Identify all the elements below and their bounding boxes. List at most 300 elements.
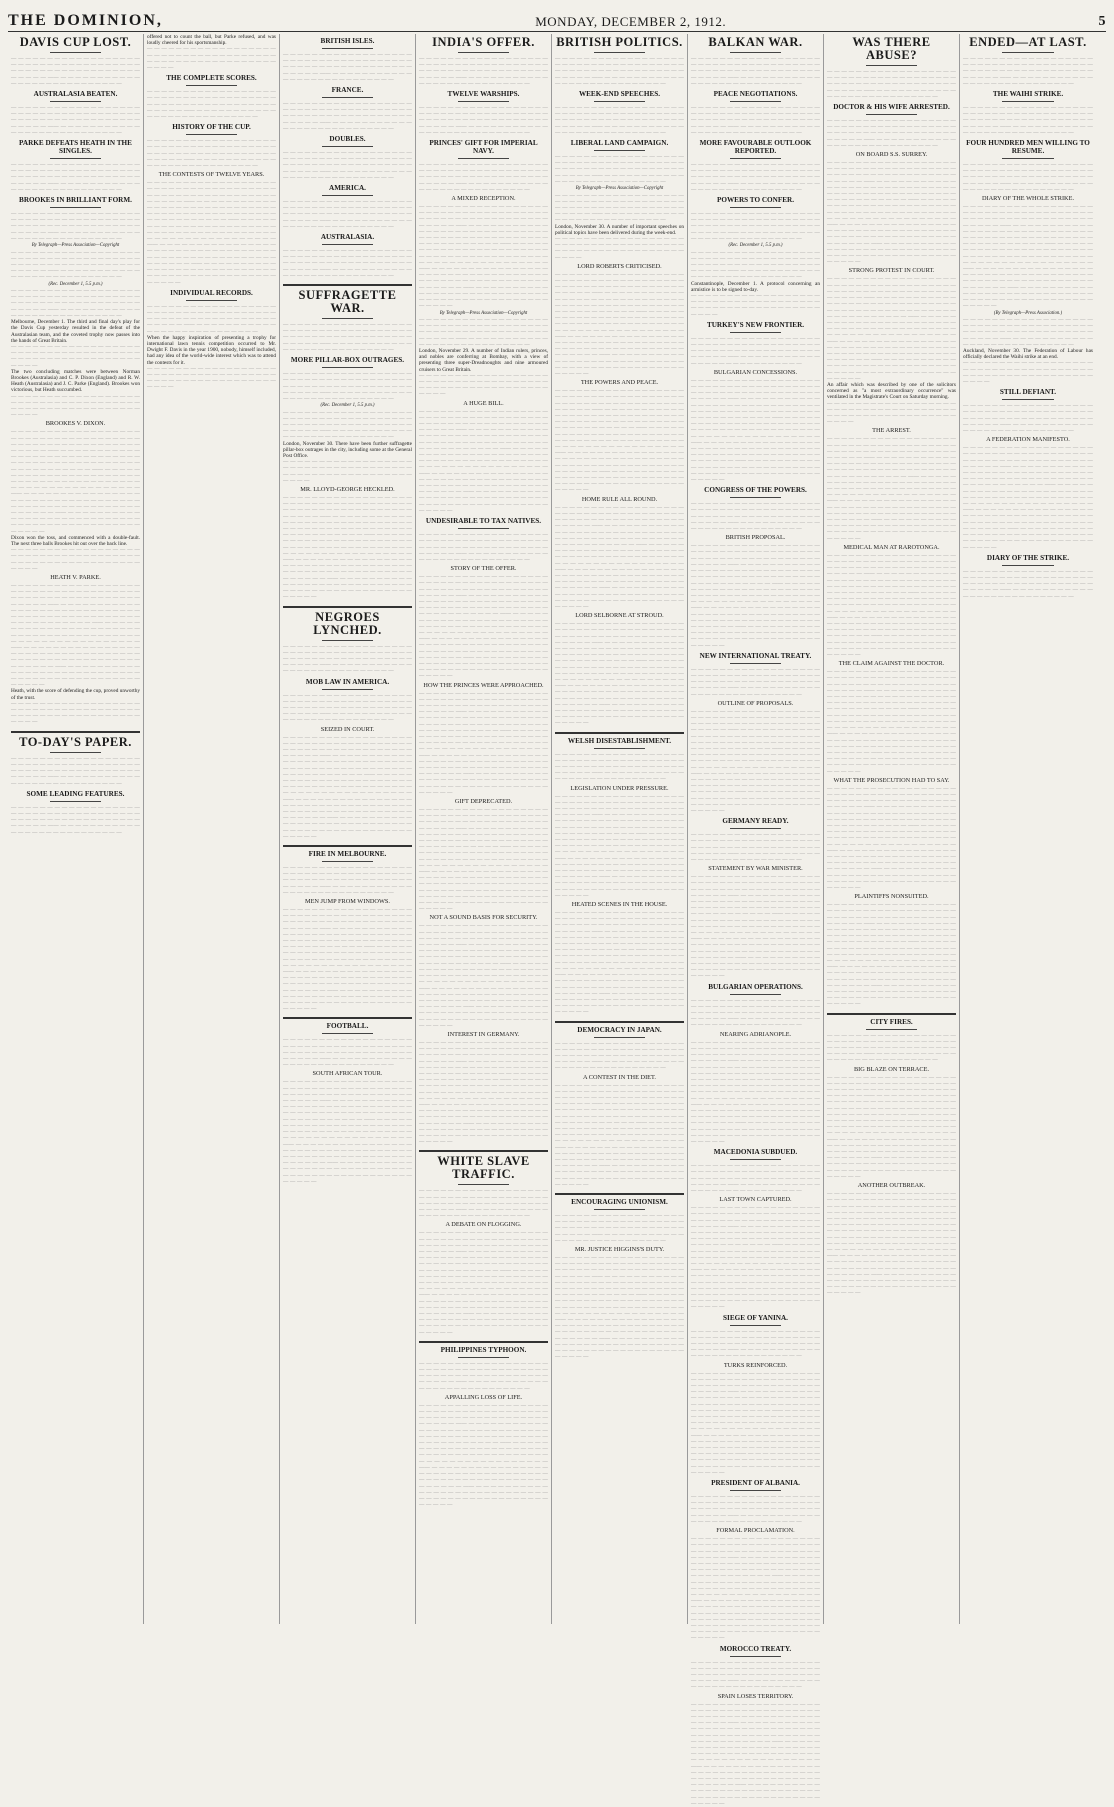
- body-text-lines: — — — — — — — — — — — — — — — — — — — — — — — — — — — — — — — — — — — — — — — — — — — — — — — — — — — — — — — — — — — —— — — — — — — — — — — — — — — — — — — — — — — — — — — —: [11, 804, 140, 836]
- section-heading: WHAT THE PROSECUTION HAD TO SAY.: [833, 776, 950, 784]
- body-text-lines: — — — — — — — — — — — — — — — — — — — — — — — — — — — — — — — — — — — — — — — — — — — — — — — — — — — — — — — — — — — —— — — — — — — — — — — — — — — — — — — — — — — — — — — —: [283, 150, 412, 181]
- column-5: [552, 34, 688, 1624]
- divider: [594, 52, 646, 53]
- section-heading: SOUTH AFRICAN TOUR.: [312, 1070, 383, 1078]
- column-3: [280, 34, 416, 1624]
- body-text-lines: — — — — — — — — — — — — — — — — — — — — — — — — — — — — — — — — — — — — — — — — — — — — — — — — — — — — — — — — — — — —— — — — — — — — — — — — — — — — — — — — — — — — — — — —: [691, 162, 820, 193]
- divider: [1002, 399, 1054, 400]
- body-text-lines: — — — — — — — — — — — — — — — — — — — — — — — — — — — — — — — — — — — — — — — — — — — — — — — — — — — — — — — — — — — —— — — — — — — — — — — — — — — — — — — — — — — — — — — —: [11, 105, 140, 136]
- column-8: [960, 34, 1096, 1624]
- column-rule: [827, 1013, 956, 1015]
- divider: [866, 1029, 918, 1030]
- body-text-lines: — — — — — — — — — — — — — — — — — — — — — — — — — — — — — — — — — — — — — — — — — — — — — — — — — — — — — — — — — — — —— — — — — — — — — — — — — — — — — — — — — — — — — — — —: [691, 105, 820, 136]
- body-text-lines: — — — — — — — — — — — — — — — — — — — — — — — — — — — — — — — — — — — — — — — — — — — — — — — — — — — — — — — — — — — —— — — — — — — — — — — — — — — — — — — — — — — — — — — —: [419, 56, 548, 87]
- subheadline: TWELVE WARSHIPS.: [447, 90, 520, 99]
- subheadline: PHILIPPINES TYPHOON.: [440, 1345, 527, 1354]
- divider: [594, 101, 646, 102]
- divider: [322, 195, 374, 196]
- body-text-lines: — — — — — — — — — — — — — — — — — — — — — — — — — — — — — — — — — — — — — — — — — — — — — — — — — — — — — — — — — — — —— — — — — — — — — — — — — — — — — — — — — — — — — — — —: [283, 409, 412, 441]
- subheadline: AUSTRALASIA.: [320, 233, 375, 242]
- body-text-lines: — — — — — — — — — — — — — — — — — — — — — — — — — — — — — — — — — — — — — — — — — — — — — — — — — — — — — — — — — — — —— — — — — — — — — — — — — — — — — — — — — — — — — — — — — — — — — — — — — — — — — — — — — — — — — — — — — — — — — — — —— — — — — — — — — — — — — — — — — — — — — — — — — — — — — — — — — — — — — — — — — — — — — — — — — — — — — — — — — — — —— — — — — — — — — — — — — — — — — — — — — — — — — — — — — — — — — — — — — — — — — — — — — — — — — — — — — — — — — — — —— — — — — — — — — — — — — — — — — — — — — — — — — — — — — — — — — — — — — — — — — — — — — — — — — — — —: [555, 271, 684, 378]
- subheadline: MOROCCO TREATY.: [719, 1644, 792, 1653]
- body-text-lines: — — — — — — — — — — — — — — — — — — — — — — — — — — — — — — — — — — — — — — — — — — — — — — — — — — — — — — — — — — — —— — — — — — — — — — — — — — — — — — — — — — — — — — — —: [963, 317, 1093, 348]
- section-heading: SEIZED IN COURT.: [320, 725, 375, 733]
- subheadline: FRANCE.: [331, 86, 364, 95]
- body-text-lines: — — — — — — — — — — — — — — — — — — — — — — — — — — — — — — — — — — — — — — — — — — — — — — — — — — — — — — — — — — — —— — — — — — — — — — — — — — — — — — — — — — — — — — — — — — — — — — — — — — — — — — — — — — — — — — — — — — — — — — — —— — — — — — — — — — — — — — — — — — — — — — — — — — — — — — — — — — — — — — — — — — — — — — — — — — — — — — — — — — — —— — — — — — — — — — — — — — — — — — — — — — — — — — — — — — — — — — — — — — — — — — — — — — — — — — — — — — — — — — — —— — — — — — — — — — — — — — — — — — — — — — — — — — — — — — — — — — — — — — — — — — — — — — — — — — — —: [827, 276, 956, 382]
- column-rule: [555, 1021, 684, 1023]
- divider: [50, 101, 102, 102]
- divider: [730, 101, 782, 102]
- divider: [50, 52, 102, 53]
- subheadline: SIEGE OF YANINA.: [723, 1313, 788, 1322]
- section-heading: LAST TOWN CAPTURED.: [719, 1196, 792, 1204]
- section-heading: STRONG PROTEST IN COURT.: [848, 267, 935, 275]
- headline: ENDED—AT LAST.: [969, 35, 1087, 49]
- body-text-lines: — — — — — — — — — — — — — — — — — — — — — — — — — — — — — — — — — — — — — — — — — — — — — — — — — — — — — — — — — — — —— — — — — — — — — — — — — — — — — — — — — — — — — — — —: [283, 101, 412, 132]
- body-text-lines: — — — — — — — — — — — — — — — — — — — — — — — — — — — — — — — — — — — — — — — — — — — — — — — — — — — — — — — — — — — —— — — — — — — — — — — — — — — — — — — — — — — — — — — — — — — — — — — — — — — — — — — — — — — — — — — — — — — — — — — —— — — — — — — — — — — — — — — — — — — — — — — — — — — — — — — — — — — — — — — — — — — — — — — — — — — — — — — — — — — —— — — — — — — — — — — — — — — — — — — — — — — — — — — — — — — — — — — — — — — — — — — — — — — — — — — — — — — — — — — —— — — — — — — — — — — — — — — — — — — — — — — — — — — — — — — — — — — — — — — — — — — — — — — — — — — —: [827, 1191, 956, 1297]
- section-heading: THE CONTESTS OF TWELVE YEARS.: [158, 171, 265, 179]
- divider: [594, 150, 646, 151]
- subheadline: MORE PILLAR-BOX OUTRAGES.: [290, 356, 405, 365]
- subheadline: GERMANY READY.: [722, 817, 789, 826]
- headline: SUFFRAGETTE WAR.: [298, 288, 397, 316]
- column-1: [8, 34, 144, 1624]
- article-text: offered not to count the ball, but Parke refused, and was loudly cheered for his sportsmanship.: [147, 34, 276, 47]
- divider: [730, 828, 782, 829]
- subheadline: MACEDONIA SUBDUED.: [713, 1148, 798, 1157]
- headline: WAS THERE ABUSE?: [852, 35, 931, 62]
- body-text-lines: — — — — — — — — — — — — — — — — — — — — — — — — — — — — — — — — — — — — — — — — — — — — — — — — — — — — — — — — — —: [147, 46, 276, 72]
- body-text-lines: — — — — — — — — — — — — — — — — — — — — — — — — — — — — — — — — — — — — — — — — — — — — — — — — — — — — — — — — — — — —— — — — — — — — — — — — — — — — — — — — — — — — — — — — — — — — — — — — — — — — — — — — — — — — — — — — — — — — — — — —— — — — — — — — — — — — — — — — — — — — — — — — — — — — — — — — — — — — — — — — — — — — — — — — — — — — — — — — — — — —— — — — — — — — — — — — — — — — — — — — — — — — — — — — — — — — — — — — — — — — — — — — — — — — — — — — — — — — — — — —— — — — — — — — — — — — — — — — — — — — — — — — — — — — — — — — — — — — — — — — — — — — — — — — — — — —: [827, 436, 956, 542]
- section-heading: THE POWERS AND PEACE.: [580, 379, 659, 387]
- section-heading: TURKS REINFORCED.: [723, 1361, 788, 1369]
- column-rule: [283, 845, 412, 847]
- section-heading: A HUGE BILL.: [463, 399, 504, 407]
- body-text-lines: — — — — — — — — — — — — — — — — — — — — — — — — — — — — — — — — — — — — — — — — — — — — — — — — — — — — — — — — — — — —— — — — — — — — — — — — — — — — — — — — — — — — — — — —: [691, 1163, 820, 1194]
- byline: (Rec. December 1, 5.5 p.m.): [48, 281, 103, 287]
- subheadline: TURKEY'S NEW FRONTIER.: [706, 320, 805, 329]
- body-text-lines: — — — — — — — — — — — — — — — — — — — — — — — — — — — — — — — — — — — — — — — — — — — — — — — — — — — — — — — — — — — —— — — — — — — — — — — — — — — — — — — — — — — — — — — — — — — — — — — — — — — — — — — — — — — — — — — — — — — — — — — —— — — — — — — — — — — — — — — — — — — — — — — — — — — — — — — — — — — — — — — — — — — — — — — — — — — — — — — — — — — —— — — — — — — — — — — — — — — — — — — — — — — — — — — — — — — — — — — — — — — — — — — — — — — — — — — — — — — — — — — —— — — — — — — — — — — — — — — — — — — — — — — — — — — — — — — — — — — — — — — — — — — — — — — — — — — —: [691, 377, 820, 484]
- section-heading: PLAINTIFFS NONSUITED.: [854, 893, 929, 901]
- section-heading: LORD ROBERTS CRITICISED.: [577, 262, 662, 270]
- divider: [458, 1357, 510, 1358]
- body-text-lines: — — — — — — — — — — — — — — — — — — — — — — — — — — — — — — — — — — — — — — — — — — — — — — — — — — — — — — — — — — — —— — — — — — — — — — — — — — — — — — — — — — — — — — — —: [283, 864, 412, 896]
- subheadline: NEW INTERNATIONAL TREATY.: [699, 651, 812, 660]
- subheadline: SOME LEADING FEATURES.: [26, 789, 125, 798]
- body-text-lines: — — — — — — — — — — — — — — — — — — — — — — — — — — — — — — — — — — — — — — — — — — — — — — — — — — — — — — — — — — — —— — — — — — — — — — — — — — — — — — — — — — — — — — — — — — — — — — — — — — — — — — — — — — — — — — — — — — — — — — — —— — — — — — — — — — — — — — — — — — — — — — — — — — — — — — — — — — — — — — — — — — — — — — — — — — — — — — — — — — — —— — — — — — — — — — — — — — — — — — — — — — — — — — — — — — — — — — — — — — — — — — — — — — — — — — — — — — — — — — — —— — — — — — — — — — — — — — — — — — — — — — — — — — — — — — — — — — — — — — — — — — — — — — — — — — — —: [691, 543, 820, 649]
- body-text-lines: — — — — — — — — — — — — — — — — — — — — — — — — — — — — — — — — — — — — — — — — — — — — — — — — — — — — — — — — — — — —— — — — — — — — — — — — — — — — — — — — — — — — — — — —: [555, 751, 684, 783]
- divider: [1002, 52, 1054, 53]
- section-heading: STORY OF THE OFFER.: [450, 565, 517, 573]
- divider: [50, 752, 102, 753]
- section-heading: NOT A SOUND BASIS FOR SECURITY.: [429, 914, 538, 922]
- body-text-lines: — — — — — — — — — — — — — — — — — — — — — — — — — — — — — — — — — — — — — — — — — — — — — — — — — — — — — — — — — — — —— — — — — — — — — — — — — — — — — — — — — — — — — — — —: [283, 371, 412, 402]
- article-text: London, November 29. A number of Indian rulers, princes, and nobles are conferring at Bombay, with a view of presenting three super-Dreadnoughts and nine armoured cruisers to Great Britain.: [419, 348, 548, 373]
- body-text-lines: — — — — — — — — — — — — — — — — — — — — — — — — — — — — — — — — — — — — — — — — — — — — — — — — — — — — — — — — — — — —— — — — — — — — — — — — — — — — — — — — — — — — — — — —: [555, 1212, 684, 1244]
- body-text-lines: — — — — — — — — — — — — — — — — — — — — — — — — — — — — — — — — — — — — — — — — — — — — — — — — — — — — — — — — — — — —— — — — — — — — — — — — — — — — — — — — — — — — — — — —: [147, 138, 276, 170]
- divider: [594, 1209, 646, 1210]
- body-text-lines: — — — — — — — — — — — — — — — — — — — — — — — — — — — — — — — — — — — — — — — — — — — — — — — — — — — — — — — — — — — —— — — — — — — — — — — — — — — — — — — — — — — — — — — — — — — — — — — — — — — — — — — — — — — — — — — — — — — — — — — —— — — — — — — — — — — — — — — — — — — — — — — — — — — — — — — — — — — — — — — — — — — — — — — — — — — — — — — — — — — —— — — — — — — — — — — — — — — — — — — — — — — — — — — — — — — — — — — — — — — — — — — — — — — — — — — — — — — — — — — —— — — — — — — — — — — — — — — — — — — — — — — — — — — — — — — — — — — — — — — — — — — — — — — — — — — —: [283, 1079, 412, 1185]
- column-7: [824, 34, 960, 1624]
- body-text-lines: — — — — — — — — — — — — — — — — — — — — — — — — — — — — — — — — — — — — — — — — — — — — — — — — — — — — — — — — — — — —— — — — — — — — — — — — — — — — — — — — — — — — — — — —: [11, 249, 140, 281]
- divider: [322, 48, 374, 49]
- byline: By Telegraph—Press Association—Copyright: [575, 186, 664, 192]
- divider: [322, 640, 374, 641]
- subheadline: FOOTBALL.: [326, 1022, 369, 1031]
- body-text-lines: — — — — — — — — — — — — — — — — — — — — — — — — — — — — — — — — — — — — — — — — — — — — — — — — — — — — — — — — — — — —— — — — — — — — — — — — — — — — — — — — — — — — — — — —: [11, 211, 140, 242]
- body-text-lines: — — — — — — — — — — — — — — — — — — — — — — — — — — — — — — — — — — — — — — — — — — — — — — — — — — — — — — — — — — — —— — — — — — — — — — — — — — — — — — — — — — — — — — — —: [963, 56, 1093, 87]
- subheadline: DEMOCRACY IN JAPAN.: [577, 1025, 662, 1034]
- divider: [50, 801, 102, 802]
- byline: (Rec. December 1, 5.5 p.m.): [320, 403, 375, 409]
- subheadline: ENCOURAGING UNIONISM.: [571, 1197, 668, 1206]
- body-text-lines: — — — — — — — — — — — — — — — — — — — — — — — — — — — — — — — — — — — — — — — — — — — — — — — — — — — — — — — — — —: [11, 343, 140, 369]
- divider: [730, 1159, 782, 1160]
- body-text-lines: — — — — — — — — — — — — — — — — — — — — — — — — — — — — — — — — — — — — — — — — — — — — — — — — — — — — — — — — — — — —— — — — — — — — — — — — — — — — — — — — — — — — — — — —: [11, 288, 140, 319]
- body-text-lines: — — — — — — — — — — — — — — — — — — — — — — — — — — — — — — — — — — — — — — — — — — — — — — — — — — — — — — — — — — — —— — — — — — — — — — — — — — — — — — — — — — — — — — — —: [691, 1659, 820, 1691]
- divider: [730, 158, 782, 159]
- body-text-lines: — — — — — — — — — — — — — — — — — — — — — — — — — — — — — — — — — — — — — — — — — — — — — — — — — — — — — — — — — — — —— — — — — — — — — — — — — — — — — — — — — — — — — — — — — — — — — — — — — — — — — — — — — — — — — — — — — — — — — — — —— — — — — — — — — — — — — — — — — — — — — — — — — — — — — — — — — — — — — — — — — — — — — — — — — — — — — — — — — — — —— — — — — — — — — — — — — — — — — — — — — — — — — — — — — — — — — — — — — — — — — — — — — — — — — — — — — — — — — — — —— — — — — — — — — — — — — — — — — — — — — — — — — — — — — — — — — — — — — — — — — — — — — — — — — — — —: [555, 910, 684, 1016]
- section-heading: A CONTEST IN THE DIET.: [583, 1073, 656, 1081]
- body-text-lines: — — — — — — — — — — — — — — — — — — — — — — — — — — — — — — — — — — — — — — — — — — — — — — — — — — — — — — — — — — — —— — — — — — — — — — — — — — — — — — — — — — — — — — — — — — — — — — — — — — — — — — — — — — — — — — — — — — — — — — — —— — — — — — — — — — — — — — — — — — — — — — — — — — — — — — — — — — — — — — — — — — — — — — — — — — — — — — — — — — — —— — — — — — — — — — — — — — — — — — — — — — — — — — — — — — — — — — — — — — — — — — — — — — — — — — — — — — — — — — — —— — — — — — — — — — — — — — — — — — — — — — — — — — — — — — — — — — — — — — — — — — — — — — — — — — — —: [419, 690, 548, 796]
- headline: WHITE SLAVE TRAFFIC.: [437, 1154, 530, 1182]
- body-text-lines: — — — — — — — — — — — — — — — — — — — — — — — — — — — — — — — — — — — — — — — — — — — — — — — — — — — — — — — — — — — —— — — — — — — — — — — — — — — — — — — — — — — — — — — — — — — — — — — — — — — — — — — — — — — — — — — — — — — — — — — —— — — — — — — — — — — — — — — — — — — — — — — — — — — — — — — — — — — — — — — — — — — — — — — — — — — — — — — — — — — —— — — — — — — — — — — — — — — — — — — — — — — — — — — — — — — — — — — — — — — — — — — — — — — — — — — — — — — — — — — —— — — — — — — — — — — — — — — — — — — — — — — — — — — — — — — — — — — — — — — — — — — — — — — — — — — —: [419, 1230, 548, 1336]
- section-heading: MR. JUSTICE HIGGINS'S DUTY.: [574, 1246, 665, 1253]
- body-text-lines: — — — — — — — — — — — — — — — — — — — — — — — — — — — — — — — — — — — — — — — — — — — — — — — — — — — — — — — — — — — —— — — — — — — — — — — — — — — — — — — — — — — — — — — — — — — — — — — — — — — — — — — — — — — — — — — — — — — — — — — —— — — — — — — — — — — — — — — — — — — — — — — — — — — — — — — — — — — — — — — — — — — — — — — — — — — — — — — — — — — —— — — — — — — — — — — — — — — — — — — — — — — — — — — — — — — — — — — — — — — — — — — — — — — — — — — — — — — — — — — —— — — — — — — — — — — — — — — — — — — — — — — — — — — — — — — — — — — — — — — — — — — — — — — — — — — —: [827, 669, 956, 775]
- section-heading: APPALLING LOSS OF LIFE.: [444, 1393, 523, 1401]
- subheadline: CITY FIRES.: [870, 1017, 913, 1026]
- column-rule: [283, 606, 412, 608]
- subheadline: PRESIDENT OF ALBANIA.: [711, 1479, 800, 1488]
- section-heading: HEATH V. PARKE.: [50, 574, 101, 582]
- body-text-lines: — — — — — — — — — — — — — — — — — — — — — — — — — — — — — — — — — — — — — — — — — — — — — — — — — — — — — — — — — —: [555, 235, 684, 261]
- body-text-lines: — — — — — — — — — — — — — — — — — — — — — — — — — — — — — — — — — — — — — — — — — — — — — — — — — — — — — — — — — — — —— — — — — — — — — — — — — — — — — — — — — — — — — — — — — — — — — — — — — — — — — — — — — — — — — — — — — — — — — — — —— — — — — — — — — — — — — — — — — — — — — — — — — — — — — — — — — — — — — — — — — — — — — — — — — — — — — — — — — — — —— — — — — — — — — — — — — — — — — — — — — — — — — — — — — — — — — — — — — — — — — — — — — — — — — — — — — — — — — — — —— — — — — — — — — — — — — — — — — — — — — — — — — — — — — — — — — — — — — — — — — — — — — — — — — — — —: [555, 793, 684, 899]
- divider: [730, 994, 782, 995]
- section-heading: DIARY OF THE WHOLE STRIKE.: [981, 195, 1075, 203]
- section-heading: SPAIN LOSES TERRITORY.: [717, 1692, 794, 1700]
- subheadline: THE WAIHI STRIKE.: [992, 90, 1064, 99]
- column-4: [416, 34, 552, 1624]
- section-heading: BIG BLAZE ON TERRACE.: [853, 1065, 930, 1073]
- column-rule: [11, 731, 140, 733]
- body-text-lines: — — — — — — — — — — — — — — — — — — — — — — — — — — — — — — — — — — — — — — — — — — — — — — — — — — — — — — — — — — — —— — — — — — — — — — — — — — — — — — — — — — — — — — — —: [283, 199, 412, 230]
- divider: [322, 318, 374, 319]
- article-text: Dixon won the toss, and commenced with a double-fault. The next three balls Brookes hit out over the back line.: [11, 534, 140, 547]
- body-text-lines: — — — — — — — — — — — — — — — — — — — — — — — — — — — — — — — — — — — — — — — — — — — — — — — — — — — — — — — — — —: [11, 700, 140, 726]
- divider: [1002, 101, 1054, 102]
- body-text-lines: — — — — — — — — — — — — — — — — — — — — — — — — — — — — — — — — — — — — — — — — — — — — — — — — — — — — — — — — — — — —— — — — — — — — — — — — — — — — — — — — — — — — — — — — — — — — — — — — — — — — — — — — — — — — — — — — — — — — — — — —— — — — — — — — — — — — — — — — — — — — — — — — — — — — — — — — — — — — — — — — — — — — — — — — — — — — — — — — — — — —— — — — — — — — — — — — — — — — — — — — — — — — — — — — — — — — — — — — — — — — — — — — — — — — — — — — — — — — — — — —— — — — — — — — — — — — — — — — — — — — — — — — — — — — — — — — — — — — — — — — — — — — — — — — — — — —: [827, 902, 956, 1008]
- body-text-lines: — — — — — — — — — — — — — — — — — — — — — — — — — — — — — — — — — — — — — — — — — — — — — — — — — — — — — — — — — —: [11, 393, 140, 419]
- subheadline: FIRE IN MELBOURNE.: [308, 849, 387, 858]
- body-text-lines: — — — — — — — — — — — — — — — — — — — — — — — — — — — — — — — — — — — — — — — — — — — — — — — — — — — — — — — — — — — —— — — — — — — — — — — — — — — — — — — — — — — — — — — — — — — — — — — — — — — — — — — — — — — — — — — — — — — — — — — —— — — — — — — — — — — — — — — — — — — — — — — — — — — — — — — — — — — — — — — — — — — — — — — — — — — — — — — — — — — —— — — — — — — — — — — — — — — — — — — — — — — — — — — — — — — — — — — — — — — — — — — — — — — — — — — — — — — — — — — —— — — — — — — — — — — — — — — — — — — — — — — — — — — — — — — — — — — — — — — — — — — — — — — — — — — —: [419, 923, 548, 1029]
- body-text-lines: — — — — — — — — — — — — — — — — — — — — — — — — — — — — — — — — — — — — — — — — — — — — — — — — — — — — — — — — — — — —— — — — — — — — — — — — — — — — — — — — — — — — — — — —: [555, 56, 684, 87]
- body-text-lines: — — — — — — — — — — — — — — — — — — — — — — — — — — — — — — — — — — — — — — — — — — — — — — — — — — — — — — — — — — — —— — — — — — — — — — — — — — — — — — — — — — — — — — — — — — — — — — — — — — — — — — — — — — — — — — — — — — — — — — — —— — — — — — — — — — — — — — — — — — — — — — — — — — — — — — — — — — — — — — — — — — — — — — — — — — — — — — — — — — — —— — — — — — — — — — — — — — — — — — — — — — — — — — — — — — — — — — — — — — — — — — — — — — — — — — — — — — — — — — — —— — — — — — — — — — — — — — — — — — — — — — — — — — — — — — — — — — — — — — — — — — — — — — — — — — — —: [691, 708, 820, 814]
- section-heading: OUTLINE OF PROPOSALS.: [717, 699, 794, 707]
- body-text-lines: — — — — — — — — — — — — — — — — — — — — — — — — — — — — — — — — — — — — — — — — — — — — — — — — — — — — — — — — — —: [283, 459, 412, 484]
- section-heading: BRITISH PROPOSAL.: [725, 534, 786, 542]
- body-text-lines: — — — — — — — — — — — — — — — — — — — — — — — — — — — — — — — — — — — — — — — — — — — — — — — — — — — — — — — — — — — —— — — — — — — — — — — — — — — — — — — — — — — — — — — —: [283, 692, 412, 724]
- divider: [730, 52, 782, 53]
- byline: (Rec. December 1, 5.5 p.m.): [728, 243, 783, 249]
- divider: [50, 207, 102, 208]
- divider: [186, 134, 238, 135]
- body-text-lines: — — — — — — — — — — — — — — — — — — — — — — — — — — — — — — — — — — — — — — — — — — — — — — — — — — — — — — — — — —: [827, 400, 956, 426]
- body-text-lines: — — — — — — — — — — — — — — — — — — — — — — — — — — — — — — — — — — — — — — — — — — — — — — — — — — — — — — — — — —: [11, 547, 140, 572]
- divider: [730, 497, 782, 498]
- subheadline: DOCTOR & HIS WIFE ARRESTED.: [833, 103, 950, 112]
- body-text-lines: — — — — — — — — — — — — — — — — — — — — — — — — — — — — — — — — — — — — — — — — — — — — — — — — — — — — — — — — — — — —— — — — — — — — — — — — — — — — — — — — — — — — — — — —: [283, 643, 412, 675]
- body-text-lines: — — — — — — — — — — — — — — — — — — — — — — — — — — — — — — — — — — — — — — — — — — — — — — — — — — — — — — — — — — — —— — — — — — — — — — — — — — — — — — — — — — — — — — — —: [419, 1188, 548, 1220]
- body-text-lines: — — — — — — — — — — — — — — — — — — — — — — — — — — — — — — — — — — — — — — — — — — — — — — — — — — — — — — — — — — — —— — — — — — — — — — — — — — — — — — — — — — — — — — — —: [419, 317, 548, 348]
- body-text-lines: — — — — — — — — — — — — — — — — — — — — — — — — — — — — — — — — — — — — — — — — — — — — — — — — — — — — — — — — — — — —— — — — — — — — — — — — — — — — — — — — — — — — — — — —: [11, 162, 140, 193]
- section-heading: GIFT DEPRECATED.: [454, 798, 513, 806]
- divider: [458, 52, 510, 53]
- body-text-lines: — — — — — — — — — — — — — — — — — — — — — — — — — — — — — — — — — — — — — — — — — — — — — — — — — — — — — — — — — — — —— — — — — — — — — — — — — — — — — — — — — — — — — — — — — — — — — — — — — — — — — — — — — — — — — — — — — — — — — — — —— — — — — — — — — — — — — — — — — — — — — — — — — — — — — — — — — — — — — — — — — — — — — — — — — — — — — — — — — — — —— — — — — — — — — — — — — — — — — — — — — — — — — — — — — — — — — — — — — — — — — — — — — — — — — — — — — — — — — — — —— — — — — — — — — — — — — — — — — — — — — — — — — — — — — — — — — — — — — — — — — — — — — — — — — — — —: [827, 785, 956, 891]
- section-heading: ANOTHER OUTBREAK.: [857, 1182, 926, 1190]
- article-text: The two concluding matches were between Norman Brookes (Australasia) and C. P. Dixon (England) and R. W. Heath (Australasia) and J. C. Parke (England). Brookes won victorious, but Heath succumbed.: [11, 368, 140, 394]
- body-text-lines: — — — — — — — — — — — — — — — — — — — — — — — — — — — — — — — — — — — — — — — — — — — — — — — — — — — — — — — — — — — —— — — — — — — — — — — — — — — — — — — — — — — — — — — —: [827, 118, 956, 149]
- body-text-lines: — — — — — — — — — — — — — — — — — — — — — — — — — — — — — — — — — — — — — — — — — — — — — — — — — — — — — — — — — — — —— — — — — — — — — — — — — — — — — — — — — — — — — — — — — — — — — — — — — — — — — — — — — — — — — — — — — — — — — — — —— — — — — — — — — — — — — — — — — — — — — — — — — — — — — — — — — — — — — — — — — — — — — — — — — — — — — — — — — — — —— — — — — — — — — — — — — — — — — — — — — — — — — — — — — — — — — — — — — — — — — — — — — — — — — — — — — — — — — — — —— — — — — — — — — — — — — — — — — — — — — — — — — — — — — — — — — — — — — — — — — — — — — — — — — — — —: [283, 734, 412, 840]
- body-text-lines: — — — — — — — — — — — — — — — — — — — — — — — — — — — — — — — — — — — — — — — — — — — — — — — — — — — — — — — — — — — —— — — — — — — — — — — — — — — — — — — — — — — — — — — —: [691, 1494, 820, 1525]
- body-text-lines: — — — — — — — — — — — — — — — — — — — — — — — — — — — — — — — — — — — — — — — — — — — — — — — — — — — — — — — — — — — —— — — — — — — — — — — — — — — — — — — — — — — — — — — —: [963, 403, 1093, 435]
- masthead-date: MONDAY, DECEMBER 2, 1912.: [535, 14, 727, 29]
- subheadline: BROOKES IN BRILLIANT FORM.: [19, 196, 132, 205]
- subheadline: HISTORY OF THE CUP.: [172, 123, 251, 132]
- body-text-lines: — — — — — — — — — — — — — — — — — — — — — — — — — — — — — — — — — — — — — — — — — — — — — — — — — — — — — — — — — — — —— — — — — — — — — — — — — — — — — — — — — — — — — — — — — — — — — — — — — — — — — — — — — — — — — — — — — — — — — — — —— — — — — — — — — — — — — — — — — — — — — — — — — — — — — — — — — — — — — — — — — — — — — — — — — — — — — — — — — — — —— — — — — — — — — — — — — — — — — — — — — — — — — — — — — — — — — — — — — — — — — — — — — — — — — — — — — — — — — — — —— — — — — — — — — — — — — — — — — — — — — — — — — — — — — — — — — — — — — — — — — — — — — — — — — — — —: [419, 408, 548, 514]
- body-text-lines: — — — — — — — — — — — — — — — — — — — — — — — — — — — — — — — — — — — — — — — — — — — — — — — — — — — — — — — — — — — —— — — — — — — — — — — — — — — — — — — — — — — — — — — — — — — — — — — — — — — — — — — — — — — — — — — — — — — — — — — —— — — — — — — — — — — — — — — — — — — — — — — — — — — — — — — — — — — — — — — — — — — — — — — — — — — — — — — — — — — —— — — — — — — — — — — — — — — — — — — — — — — — — — — — — — — — — — — — — — — — — — — — — — — — — — — — — — — — — — — —— — — — — — — — — — — — — — — — — — — — — — — — — — — — — — — — — — — — — — — — — — — — — — — — — — — —: [11, 583, 140, 689]
- divider: [594, 748, 646, 749]
- masthead-title: THE DOMINION,: [8, 12, 163, 29]
- section-heading: MEN JUMP FROM WINDOWS.: [304, 898, 391, 905]
- article-text: Constantinople, December 1. A protocol concerning an armistice is to be signed to-day.: [691, 280, 820, 293]
- body-text-lines: — — — — — — — — — — — — — — — — — — — — — — — — — — — — — — — — — — — — — — — — — — — — — — — — — — — — — — — — — — — —— — — — — — — — — — — — — — — — — — — — — — — — — — — — — — — — — — — — — — — — — — — — — — — — — — — — — — — — — — — —— — — — — — — — — — — — — — — — — — — — — — — — — — — — — — — — — — — — — — — — — — — — — — — — — — — — — — — — — — — —— — — — — — — — — — — — — — — — — — — — — — — — — — — — — — — — — — — — — — — — — — — — — — — — — — — — — — — — — — — —— — — — — — — — — — — — — — — — — — — — — — — — — — — — — — — — — — — — — — — — — — — — — — — — — — — —: [555, 1255, 684, 1361]
- newspaper-columns: [8, 34, 1106, 1807]
- headline: BALKAN WAR.: [708, 35, 803, 49]
- subheadline: PARKE DEFEATS HEATH IN THE SINGLES.: [19, 139, 132, 156]
- article-text: London, November 30. A number of important speeches on political topics have been delivered during the week-end.: [555, 223, 684, 236]
- section-heading: THE ARREST.: [872, 427, 911, 435]
- article-text: Heath, with the score of defending the cup, proved unworthy of the trust.: [11, 688, 141, 701]
- section-heading: A MIXED RECEPTION.: [451, 195, 516, 203]
- body-text-lines: — — — — — — — — — — — — — — — — — — — — — — — — — — — — — — — — — — — — — — — — — — — — — — — — — — — — — — — — — —: [419, 372, 548, 398]
- section-heading: ON BOARD S.S. SURREY.: [855, 151, 928, 159]
- body-text-lines: — — — — — — — — — — — — — — — — — — — — — — — — — — — — — — — — — — — — — — — — — — — — — — — — — — — — — — — — — — — —— — — — — — — — — — — — — — — — — — — — — — — — — — — — — — — — — — — — — — — — — — — — — — — — — — — — — — — — — — — —— — — — — — — — — — — — — — — — — — — — — — — — — — — — — — — — — — — — — — — — — — — — — — — — — — — — — — — — — — — —— — — — — — — — — — — — — — — — — — — — — — — — — — — — — — — — — — — — — — — — — — — — — — — — — — — — — — — — — — — —— — — — — — — — — — — — — — — — — — — — — — — — — — — — — — — — — — — — — — — — — — — — — — — — — — — —: [827, 552, 956, 659]
- divider: [1002, 158, 1054, 159]
- body-text-lines: — — — — — — — — — — — — — — — — — — — — — — — — — — — — — — — — — — — — — — — — — — — — — — — — — — — — — — — — — — — —— — — — — — — — — — — — — — — — — — — — — — — — — — — — — — — — — — — — — — — — — — — — — — — — — — — — — — — — — — — —— — — — — — — — — — — — — — — — — — — — — — — — — — — — — — — — — — — — — — — — — — — — — — — — — — — — — — — — — — — —— — — — — — — — — — — — — — — — — — — — — — — — — — — — — — — — — — — — — — — — — — — — — — — — — — — — — — — — — — — —— — — — — — — — — — — — — — — — — — — — — — — — — — — — — — — — — — — — — — — — — — — — — — — — — — — —: [555, 1082, 684, 1188]
- divider: [1002, 565, 1054, 566]
- body-text-lines: — — — — — — — — — — — — — — — — — — — — — — — — — — — — — — — — — — — — — — — — — — — — — — — — — — — — — — — — — — — —— — — — — — — — — — — — — — — — — — — — — — — — — — — — — — — — — — — — — — — — — — — — — — — — — — — — — — — — — — — —— — — — — — — — — — — — — — — — — — — — — — — — — — — — — — — — — — — — — — — — — — — — — — — — — — — — — — — — — — — —— — — — — — — — — — — — — — — — — — — — — — — — — — — — — — — — — — — — — — — — — — — — — — — — — — — — — — — — — — — —— — — — — — — — — — — — — — — — — — — — — — — — — — — — — — — — — — — — — — — — — — — — — — — — — — — —: [555, 504, 684, 610]
- body-text-lines: — — — — — — — — — — — — — — — — — — — — — — — — — — — — — — — — — — — — — — — — — — — — — — — — — — — — — — — — — — — —— — — — — — — — — — — — — — — — — — — — — — — — — — — —: [691, 666, 820, 698]
- divider: [322, 146, 374, 147]
- subheadline: AMERICA.: [329, 184, 366, 193]
- body-text-lines: — — — — — — — — — — — — — — — — — — — — — — — — — — — — — — — — — — — — — — — — — — — — — — — — — — — — — — — — — — — —— — — — — — — — — — — — — — — — — — — — — — — — — — — —: [283, 322, 412, 353]
- subheadline: UNDESIRABLE TO TAX NATIVES.: [425, 517, 542, 526]
- article-text: Melbourne, December 1. The third and final day's play for the Davis Cup yesterday resulted in the defeat of the Australasian team, and the coveted trophy now passes into the hands of Great Britain.: [11, 319, 140, 344]
- body-text-lines: — — — — — — — — — — — — — — — — — — — — — — — — — — — — — — — — — — — — — — — — — — — — — — — — — — — — — — — — — — — —— — — — — — — — — — — — — — — — — — — — — — — — — — — — — — — — — — — — — — — — — — — — — — — — — — — — — — — — — — — —— — — — — — — — — — — — — — — — — — — — — — — — — — — — — — — — — — — — — — — — — — — — — — — — — — — — — — — — — — — —— — — — — — — — — — — — — — — — — — — — — — — — — — — — — — — — — — — — — — — — — — — — — — — — — — — — — — — — — — — —— — — — — — — — — — — — — — — — — — — — — — — — — — — — — — — — — — — — — — — — — — — — — — — — — — — —: [963, 445, 1093, 551]
- body-text-lines: — — — — — — — — — — — — — — — — — — — — — — — — — — — — — — — — — — — — — — — — — — — — — — — — — — — — — — — — — — — —— — — — — — — — — — — — — — — — — — — — — — — — — — — — — — — — — — — — — — — — — — — — — — — — — — — — — — — — — — — —— — — — — — — — — — — — — — — — — — — — — — — — — — — — — — — — — — — — — — — — — — — — — — — — — — — — — — — — — — — —— — — — — — — — — — — — — — — — — — — — — — — — — — — — — — — — — — — — — — — — — — — — — — — — — — — — — — — — — — — —— — — — — — — — — — — — — — — — — — — — — — — — — — — — — — — — — — — — — — — — — — — — — — — — — — — —: [827, 1074, 956, 1180]
- byline: By Telegraph—Press Association—Copyright: [439, 310, 528, 316]
- divider: [730, 663, 782, 664]
- body-text-lines: — — — — — — — — — — — — — — — — — — — — — — — — — — — — — — — — — — — — — — — — — — — — — — — — — — — — — — — — — — — —— — — — — — — — — — — — — — — — — — — — — — — — — — — — — — — — — — — — — — — — — — — — — — — — — — — — — — — — — — — —— — — — — — — — — — — — — — — — — — — — — — — — — — — — — — — — — — — — — — — — — — — — — — — — — — — — — — — — — — — —— — — — — — — — — — — — — — — — — — — — — — — — — — — — — — — — — — — — — — — — — — — — — — — — — — — — — — — — — — — —— — — — — — — — — — — — — — — — — — — — — — — — — — — — — — — — — — — — — — — — — — — — — — — — — — — —: [419, 1402, 548, 1509]
- section-heading: HOW THE PRINCES WERE APPROACHED.: [423, 681, 544, 689]
- section-heading: BULGARIAN CONCESSIONS.: [713, 368, 798, 376]
- subheadline: LIBERAL LAND CAMPAIGN.: [570, 139, 669, 148]
- body-text-lines: — — — — — — — — — — — — — — — — — — — — — — — — — — — — — — — — — — — — — — — — — — — — — — — — — — — — — — — — — — — —— — — — — — — — — — — — — — — — — — — — — — — — — — — —: [555, 192, 684, 224]
- body-text-lines: — — — — — — — — — — — — — — — — — — — — — — — — — — — — — — — — — — — — — — — — — — — — — — — — — — — — — — — — — — — —— — — — — — — — — — — — — — — — — — — — — — — — — — — —: [555, 154, 684, 185]
- divider: [866, 114, 918, 115]
- body-text-lines: — — — — — — — — — — — — — — — — — — — — — — — — — — — — — — — — — — — — — — — — — — — — — — — — — — — — — — — — — — — —— — — — — — — — — — — — — — — — — — — — — — — — — — — — — — — — — — — — — — — — — — — — — — — — — — — — — — — — — — — —— — — — — — — — — — — — — — — — — — — — — — — — — — — — — — — — — — — — — — — — — — — — — — — — — — — — — — — — — — — —— — — — — — — — — — — — — — — — — — — — — — — — — — — — — — — — — — — — — — — — — — — — — — — — — — — — — — — — — — — —— — — — — — — — — — — — — — — — — — — — — — — — — — — — — — — — — — — — — — — — — — — — — — — — — — — —: [419, 807, 548, 913]
- subheadline: DOUBLES.: [329, 135, 366, 144]
- subheadline: MOB LAW IN AMERICA.: [305, 677, 390, 686]
- section-heading: INTEREST IN GERMANY.: [447, 1030, 520, 1038]
- section-heading: BROOKES V. DIXON.: [45, 420, 106, 428]
- body-text-lines: — — — — — — — — — — — — — — — — — — — — — — — — — — — — — — — — — — — — — — — — — — — — — — — — — — — — — — — — — — — —— — — — — — — — — — — — — — — — — — — — — — — — — — — —: [691, 501, 820, 533]
- body-text-lines: — — — — — — — — — — — — — — — — — — — — — — — — — — — — — — — — — — — — — — — — — — — — — — — — — — — — — — — — — — — —— — — — — — — — — — — — — — — — — — — — — — — — — — — —: [147, 89, 276, 121]
- subheadline: POWERS TO CONFER.: [716, 196, 794, 205]
- body-text-lines: — — — — — — — — — — — — — — — — — — — — — — — — — — — — — — — — — — — — — — — — — — — — — — — — — — — — — — — — — — — —— — — — — — — — — — — — — — — — — — — — — — — — — — — —: [283, 248, 412, 279]
- body-text-lines: — — — — — — — — — — — — — — — — — — — — — — — — — — — — — — — — — — — — — — — — — — — — — — — — — — — — — — — — — — — —— — — — — — — — — — — — — — — — — — — — — — — — — — — — — — — — — — — — — — — — — — — — — — — — — — — — — — — — — — — —— — — — — — — — — — — — — — — — — — — — — — — — — — — — — — — — — — — — — — — — — — — — — — — — — — — — — — — — — — — —— — — — — — — — — — — — — — — — — — — — — — — — — — — — — — — — — — — — — — — — — — — — — — — — — — — — — — — — — — — —— — — — — — — — — — — — — — — — — — — — — — — — — — — — — — — — — — — — — — — — — — — — — — — — — — — —: [11, 429, 140, 535]
- divider: [322, 689, 374, 690]
- body-text-lines: — — — — — — — — — — — — — — — — — — — — — — — — — — — — — — — — — — — — — — — — — — — — — — — — — — — — — — — — — — — —— — — — — — — — — — — — — — — — — — — — — — — — — — — — — — — — — — — — — — — — — — — — — — — — — — — — — — — — — — — —— — — — — — — — — — — — — — — — — — — — — — — — — — — — — — — — — — — — — — — — — — — — — — — — — — — — — — — — — — — —— — — — — — — — — — — — — — — — — — — — — — — — — — — — — — — — — — — — — — — — — — — — — — — — — — — — — — — — — — — —— — — — — — — — — — — — — — — — — — — — — — — — — — — — — — — — — — — — — — — — — — — — — — — — — — — —: [419, 1039, 548, 1146]
- column-rule: [419, 1341, 548, 1343]
- headline: BRITISH POLITICS.: [556, 35, 683, 49]
- divider: [322, 1033, 374, 1034]
- section-heading: LORD SELBORNE AT STROUD.: [575, 612, 664, 620]
- divider: [186, 300, 238, 301]
- divider: [322, 367, 374, 368]
- section-heading: FORMAL PROCLAMATION.: [716, 1527, 795, 1535]
- section-heading: LEGISLATION UNDER PRESSURE.: [570, 784, 669, 792]
- body-text-lines: — — — — — — — — — — — — — — — — — — — — — — — — — — — — — — — — — — — — — — — — — — — — — — — — — — — — — — — — — — — —— — — — — — — — — — — — — — — — — — — — — — — — — — — —: [691, 1328, 820, 1360]
- headline: NEGROES LYNCHED.: [313, 609, 382, 637]
- subheadline: DIARY OF THE STRIKE.: [986, 553, 1070, 562]
- body-text-lines: — — — — — — — — — — — — — — — — — — — — — — — — — — — — — — — — — — — — — — — — — — — — — — — — — — — — — — — — — — — —— — — — — — — — — — — — — — — — — — — — — — — — — — — —: [691, 997, 820, 1029]
- divider: [458, 528, 510, 529]
- body-text-lines: — — — — — — — — — — — — — — — — — — — — — — — — — — — — — — — — — — — — — — — — — — — — — — — — — — — — — — — — — — — —— — — — — — — — — — — — — — — — — — — — — — — — — — — —: [555, 1040, 684, 1072]
- column-2: [144, 34, 280, 1624]
- body-text-lines: — — — — — — — — — — — — — — — — — — — — — — — — — — — — — — — — — — — — — — — — — — — — — — — — — — — — — — — — — — — —— — — — — — — — — — — — — — — — — — — — — — — — — — — — — — — — — — — — — — — — — — — — — — — — — — — — — — — — — — — —— — — — — — — — — — — — — — — — — — — — — — — — — — — — — — — — — — — — — — — — — — — — — — — — — — — — — — — — — — — —— — — — — — — — — — — — — — — — — — — — — — — — — — — — — — — — — — — — — — — — — — — — — — — — — — — — — — — — — — — —— — — — — — — — — — — — — — — — — — — — — — — — — — — — — — — — — — — — — — — — — — — — — — — — — — — —: [691, 1536, 820, 1642]
- divider: [458, 158, 510, 159]
- divider: [458, 101, 510, 102]
- body-text-lines: — — — — — — — — — — — — — — — — — — — — — — — — — — — — — — — — — — — — — — — — — — — — — — — — — — — — — — — — — — — —— — — — — — — — — — — — — — — — — — — — — — — — — — — — — — — — — — — — — — — — — — — — — — — — — — — — — — — — — — — —— — — — — — — — — — — — — — — — — — — — — — — — — — — — — — — — — — — — — — — — — — — — — — — — — — — — — — — — — — — —— — — — — — — — — — — — — — — — — — — — — — — — — — — — — — — — — — — — — — — — — — — — — — — — — — — — — — — — — — — —— — — — — — — — — — — — — — — — — — — — — — — — — — — — — — — — — — — — — — — — — — — — — — — — — — — —: [555, 621, 684, 727]
- body-text-lines: — — — — — — — — — — — — — — — — — — — — — — — — — — — — — — — — — — — — — — — — — — — — — — — — — — — — — — — — — — — —— — — — — — — — — — — — — — — — — — — — — — — — — — — — — — — — — — — — — — — — — — — — — — — — — — — — — — — — — — — —— — — — — — — — — — — — — — — — — — — — — — — — — — — — — — — — — — — — — — — — — — — — — — — — — — — — — — — — — — — —— — — — — — — — — — — — — — — — — — — — — — — — — — — — — — — — — — — — — — — — — — — — — — — — — — — — — — — — — — — —— — — — — — — — — — — — — — — — — — — — — — — — — — — — — — — — — — — — — — — — — — — — — — — — — — — —: [419, 204, 548, 310]
- subheadline: STILL DEFIANT.: [999, 388, 1057, 397]
- divider: [594, 1037, 646, 1038]
- column-rule: [419, 1150, 548, 1152]
- body-text-lines: — — — — — — — — — — — — — — — — — — — — — — — — — — — — — — — — — — — — — — — — — — — — — — — — — — — — — — — — — —: [147, 365, 276, 391]
- article-text: London, November 30. There have been further suffragette pillar-box outrages in the city, including some at the General Post Office.: [283, 440, 412, 460]
- section-heading: NEARING ADRIANOPLE.: [719, 1030, 792, 1038]
- column-6: [688, 34, 824, 1807]
- body-text-lines: — — — — — — — — — — — — — — — — — — — — — — — — — — — — — — — — — — — — — — — — — — — — — — — — — — — — — — — — — — — —— — — — — — — — — — — — — — — — — — — — — — — — — — — —: [691, 335, 820, 367]
- body-text-lines: — — — — — — — — — — — — — — — — — — — — — — — — — — — — — — — — — — — — — — — — — — — — — — — — — — — — — — — — — — — —— — — — — — — — — — — — — — — — — — — — — — — — — — — —: [691, 249, 820, 281]
- body-text-lines: — — — — — — — — — — — — — — — — — — — — — — — — — — — — — — — — — — — — — — — — — — — — — — — — — — — — — — — — — — — —— — — — — — — — — — — — — — — — — — — — — — — — — — — — — — — — — — — — — — — — — — — — — — — — — — — — — — — — — — — —— — — — — — — — — — — — — — — — — — — — — — — — — — — — — — — — — — — — — — — — — — — — — — — — — — — — — — — — — — — —— — — — — — — — — — — — — — — — — — — — — — — — — — — — — — — — — — — — — — — — — — — — — — — — — — — — — — — — — — — —— — — — — — — — — — — — — — — — — — — — — — — — — — — — — — — — — — — — — — — — — — — — — — — — — — — —: [691, 1701, 820, 1807]
- column-rule: [555, 1193, 684, 1195]
- divider: [458, 1184, 510, 1185]
- article-text: An affair which was described by one of the solicitors concerned as "a most extraordinary occurrence" was ventilated in the Magistrate's Court on Saturday morning.: [827, 381, 956, 401]
- divider: [730, 332, 782, 333]
- divider: [50, 158, 102, 159]
- divider: [186, 85, 238, 86]
- divider: [322, 97, 374, 98]
- body-text-lines: — — — — — — — — — — — — — — — — — — — — — — — — — — — — — — — — — — — — — — — — — — — — — — — — — — — — — — — — — — — —— — — — — — — — — — — — — — — — — — — — — — — — — — — —: [691, 211, 820, 242]
- divider: [730, 1656, 782, 1657]
- subheadline: FOUR HUNDRED MEN WILLING TO RESUME.: [966, 139, 1090, 156]
- column-rule: [283, 284, 412, 286]
- masthead: [8, 4, 1106, 30]
- body-text-lines: — — — — — — — — — — — — — — — — — — — — — — — — — — — — — — — — — — — — — — — — — — — — — — — — — — — — — — — — — — — —— — — — — — — — — — — — — — — — — — — — — — — — — — — — — — — — — — — — — — — — — — — — — — — — — — — — — — — — — — — —— — — — — — — — — — — — — — — — — — — — — — — — — — — — — — — — — — — — — — — — — — — — — — — — — — — — — — — — — — — —— — — — — — — — — — — — — — — — — — — — — — — — — — — — — — — — — — — — — — — — — — — — — — — — — — — — — — — — — — — —— — — — — — — — — — — — — — — — — — — — — — — — — — — — — — — — — — — — — — — — — — — — — — — — — — — —: [555, 388, 684, 494]
- body-text-lines: — — — — — — — — — — — — — — — — — — — — — — — — — — — — — — — — — — — — — — — — — — — — — — — — — — — — — — — — — — — —— — — — — — — — — — — — — — — — — — — — — — — — — — — —: [963, 105, 1093, 136]
- body-text-lines: — — — — — — — — — — — — — — — — — — — — — — — — — — — — — — — — — — — — — — — — — — — — — — — — — — — — — — — — — — — —— — — — — — — — — — — — — — — — — — — — — — — — — — — —: [147, 303, 276, 335]
- subheadline: AUSTRALASIA BEATEN.: [33, 90, 118, 99]
- divider: [322, 244, 374, 245]
- section-heading: THE CLAIM AGAINST THE DOCTOR.: [838, 660, 945, 668]
- body-text-lines: — — — — — — — — — — — — — — — — — — — — — — — — — — — — — — — — — — — — — — — — — — — — — — — — — — — — — — — — — — — —— — — — — — — — — — — — — — — — — — — — — — — — — — — — — — — — — — — — — — — — — — — — — — — — — — — — — — — — — — — —— — — — — — — — — — — — — — — — — — — — — — — — — — — — — — — — — — — — — — — — — — — — — — — — — — — — — — — — — — — —— — — — — — — — — — — — — — — — — — — — — — — — — — — — — — — — — — — — — — — — — — — — — — — — — — — — — — — — — — — —— — — — — — — — — — — — — — — — — — — — — — — — — — — — — — — — — — — — — — — — — — — — — — — — — — — —: [691, 1370, 820, 1476]
- subheadline: BRITISH ISLES.: [320, 37, 375, 45]
- section-heading: STATEMENT BY WAR MINISTER.: [708, 865, 803, 873]
- body-text-lines: — — — — — — — — — — — — — — — — — — — — — — — — — — — — — — — — — — — — — — — — — — — — — — — — — — — — — — — — — — — —— — — — — — — — — — — — — — — — — — — — — — — — — — — —: [419, 162, 548, 193]
- headline: INDIA'S OFFER.: [432, 35, 535, 49]
- subheadline: MORE FAVOURABLE OUTLOOK REPORTED.: [699, 139, 812, 156]
- body-text-lines: — — — — — — — — — — — — — — — — — — — — — — — — — — — — — — — — — — — — — — — — — — — — — — — — — — — — — — — — — —: [691, 292, 820, 318]
- section-heading: HOME RULE ALL ROUND.: [581, 495, 658, 503]
- body-text-lines: — — — — — — — — — — — — — — — — — — — — — — — — — — — — — — — — — — — — — — — — — — — — — — — — — — — — — — — — — — — —— — — — — — — — — — — — — — — — — — — — — — — — — — — —: [827, 69, 956, 100]
- subheadline: PEACE NEGOTIATIONS.: [713, 90, 798, 99]
- masthead-rule: [8, 31, 1106, 32]
- column-rule: [283, 1017, 412, 1019]
- body-text-lines: — — — — — — — — — — — — — — — — — — — — — — — — — — — — — — — — — — — — — — — — — — — — — — — — — — — — — — — — — — — —— — — — — — — — — — — — — — — — — — — — — — — — — — — — — — — — — — — — — — — — — — — — — — — — — — — — — — — — — — — —— — — — — — — — — — — — — — — — — — — — — — — — — — — — — — — — — — — — — — — — — — — — — — — — — — — — — — — — — — — —— — — — — — — — — — — — — — — — — — — — — — — — — — — — — — — — — — — — — — — — — — — — — — — — — — — — — — — — — — — —— — — — — — — — — — — — — — — — — — — — — — — — — — — — — — — — — — — — — — — — — — — — — — — — — — — —: [283, 907, 412, 1013]
- headline: TO-DAY'S PAPER.: [19, 734, 132, 749]
- body-text-lines: — — — — — — — — — — — — — — — — — — — — — — — — — — — — — — — — — — — — — — — — — — — — — — — — — — — — — — — — — — — —— — — — — — — — — — — — — — — — — — — — — — — — — — — —: [283, 1037, 412, 1069]
- subheadline: THE COMPLETE SCORES.: [166, 74, 257, 83]
- section-heading: A DEBATE ON FLOGGING.: [445, 1221, 522, 1229]
- body-text-lines: — — — — — — — — — — — — — — — — — — — — — — — — — — — — — — — — — — — — — — — — — — — — — — — — — — — — — — — — — — — —— — — — — — — — — — — — — — — — — — — — — — — — — — — —: [691, 832, 820, 864]
- page-number: 5: [1098, 14, 1106, 29]
- body-text-lines: — — — — — — — — — — — — — — — — — — — — — — — — — — — — — — — — — — — — — — — — — — — — — — — — — — — — — — — — — — — —— — — — — — — — — — — — — — — — — — — — — — — — — — — —: [11, 56, 140, 87]
- headline: DAVIS CUP LOST.: [19, 35, 132, 49]
- body-text-lines: — — — — — — — — — — — — — — — — — — — — — — — — — — — — — — — — — — — — — — — — — — — — — — — — — — — — — — — — — — — —— — — — — — — — — — — — — — — — — — — — — — — — — — — —: [963, 162, 1093, 193]
- divider: [730, 207, 782, 208]
- body-text-lines: — — — — — — — — — — — — — — — — — — — — — — — — — — — — — — — — — — — — — — — — — — — — — — — — — — — — — — — — — — — —— — — — — — — — — — — — — — — — — — — — — — — — — — — — — — — — — — — — — — — — — — — — — — — — — — — — — — — — — — — —— — — — — — — — — — — — — — — — — — — — — — — — — — — — — — — — — — — — — — — — — — — — — — — — — — — — — — — — — — — —— — — — — — — — — — — — — — — — — — — — — — — — — — — — — — — — — — — — — — — — — — — — — — — — — — — — — — — — — — — —— — — — — — — — — — — — — — — — — — — — — — — — — — — — — — — — — — — — — — — — — — — — — — — — — — — —: [827, 160, 956, 266]
- body-text-lines: — — — — — — — — — — — — — — — — — — — — — — — — — — — — — — — — — — — — — — — — — — — — — — — — — — — — — — — — — — — —— — — — — — — — — — — — — — — — — — — — — — — — — — — — — — — — — — — — — — — — — — — — — — — — — — — — — — — — — — — —— — — — — — — — — — — — — — — — — — — — — — — — — — — — — — — — — — — — — — — — — — — — — — — — — — — — — — — — — — — —— — — — — — — — — — — — — — — — — — — — — — — — — — — — — — — — — — — — — — — — — — — — — — — — — — — — — — — — — — — —— — — — — — — — — — — — — — — — — — — — — — — — — — — — — — — — — — — — — — — — — — — — — — — — — — — —: [963, 204, 1093, 310]
- divider: [730, 1325, 782, 1326]
- body-text-lines: — — — — — — — — — — — — — — — — — — — — — — — — — — — — — — — — — — — — — — — — — — — — — — — — — — — — — — — — — —: [963, 360, 1093, 386]
- body-text-lines: — — — — — — — — — — — — — — — — — — — — — — — — — — — — — — — — — — — — — — — — — — — — — — — — — — — — — — — — — — — —— — — — — — — — — — — — — — — — — — — — — — — — — — — —: [827, 1032, 956, 1064]
- column-rule: [555, 732, 684, 734]
- body-text-lines: — — — — — — — — — — — — — — — — — — — — — — — — — — — — — — — — — — — — — — — — — — — — — — — — — — — — — — — — — — — —— — — — — — — — — — — — — — — — — — — — — — — — — — — —: [691, 56, 820, 87]
- subheadline: WEEK-END SPEECHES.: [578, 90, 661, 99]
- body-text-lines: — — — — — — — — — — — — — — — — — — — — — — — — — — — — — — — — — — — — — — — — — — — — — — — — — — — — — — — — — — — —— — — — — — — — — — — — — — — — — — — — — — — — — — — —: [555, 105, 684, 136]
- subheadline: WELSH DISESTABLISHMENT.: [567, 736, 672, 745]
- byline: By Telegraph—Press Association—Copyright: [31, 243, 120, 249]
- body-text-lines: — — — — — — — — — — — — — — — — — — — — — — — — — — — — — — — — — — — — — — — — — — — — — — — — — — — — — — — — — — — —— — — — — — — — — — — — — — — — — — — — — — — — — — — —: [963, 568, 1093, 600]
- body-text-lines: — — — — — — — — — — — — — — — — — — — — — — — — — — — — — — — — — — — — — — — — — — — — — — — — — — — — — — — — — — — —— — — — — — — — — — — — — — — — — — — — — — — — — — — — — — — — — — — — — — — — — — — — — — — — — — — — — — — — — — — —— — — — — — — — — — — — — — — — — — — — — — — — — — — — — — — — — — — — — — — — — — — — — — — — — — — — — — — — — — — —— — — — — — — — — — — — — — — — — — — — — — — — — — — — — — — — — — — — — — — — — — — — — — — — — — — — — — — — — — — —— — — — — — — — — — — — — — — — — — — — — — — — — — — — — — — — — — — — — — — — — — — — — — — — — — — —: [691, 1205, 820, 1311]
- subheadline: INDIVIDUAL RECORDS.: [170, 288, 253, 297]
- section-heading: A FEDERATION MANIFESTO.: [986, 436, 1070, 444]
- section-heading: MR. LLOYD-GEORGE HECKLED.: [300, 486, 395, 494]
- section-heading: MEDICAL MAN AT RAROTONGA.: [843, 543, 940, 551]
- body-text-lines: — — — — — — — — — — — — — — — — — — — — — — — — — — — — — — — — — — — — — — — — — — — — — — — — — — — — — — — — — — — —— — — — — — — — — — — — — — — — — — — — — — — — — — — — — — — — — — — — — — — — — — — — — — — — — — — — — — — — — — — —— — — — — — — — — — — — — — — — — — — — — — — — — — — — — — — — — — — — — — — — — — — — — — — — — — — — — — — — — — — —— — — — — — — — — — — — — — — — — — — — — — — — — — — — — — — — — — — — — — — — — — — — — — — — — — — — — — — — — — — —— — — — — — — — — — — — — — — — — — — — — — — — — — — — — — — — — — — — — — — — — — — — — — — — — — — —: [283, 495, 412, 601]
- body-text-lines: — — — — — — — — — — — — — — — — — — — — — — — — — — — — — — — — — — — — — — — — — — — — — — — — — — — — — — — — — — — —— — — — — — — — — — — — — — — — — — — — — — — — — — — —: [419, 1360, 548, 1392]
- subheadline: CONGRESS OF THE POWERS.: [704, 486, 807, 495]
- article-text: Auckland, November 30. The Federation of Labour has officially declared the Waihi strike at an end.: [963, 348, 1093, 361]
- body-text-lines: — — — — — — — — — — — — — — — — — — — — — — — — — — — — — — — — — — — — — — — — — — — — — — — — — — — — — — — — — — — —— — — — — — — — — — — — — — — — — — — — — — — — — — — — — — — — — — — — — — — — — — — — — — — — — — — — — — — — — — — —— — — — — — — — — — — — — — — — — — — — — — — — — — — — — — — — — — — — — — — — — — — — — — — — — — — — — — — — — — — —— — — — — — — — — — — — — — — — — — — — — — — — — — — — — — — — — — — — — — — — — — — — — — — — — — — — — — — — — — — —— — — — — — — — — — — — — — — — — — — — — — — — — — — — — — — — — — — — — — — — — — — — — — — — — — — —: [691, 874, 820, 980]
- divider: [322, 861, 374, 862]
- body-text-lines: — — — — — — — — — — — — — — — — — — — — — — — — — — — — — — — — — — — — — — — — — — — — — — — — — — — — — — — — — — — —— — — — — — — — — — — — — — — — — — — — — — — — — — — —: [419, 532, 548, 563]
- body-text-lines: — — — — — — — — — — — — — — — — — — — — — — — — — — — — — — — — — — — — — — — — — — — — — — — — — — — — — — — — — — — —— — — — — — — — — — — — — — — — — — — — — — — — — — — — — — — — — — — — — — — — — — — — — — — — — — — — — — — — — — — —— — — — — — — — — — — — — — — — — — — — — — — — — — — — — — — — — — — — — — — — — — — — — — — — — — — — — — — — — — — —— — — — — — — — — — — — — — — — — — — — — — — — — — — — — — — — — — — — — — — — — — — — — — — — — — — — — — — — — — — —— — — — — — — — — — — — — — — — — — — — — — — — — — — — — — — — — — — — — — — — — — — — — — — — — — — —: [691, 1039, 820, 1145]
- body-text-lines: — — — — — — — — — — — — — — — — — — — — — — — — — — — — — — — — — — — — — — — — — — — — — — — — — — — — — — — — — — — —— — — — — — — — — — — — — — — — — — — — — — — — — — — —: [283, 52, 412, 83]
- article-text: When the happy inspiration of presenting a trophy for international lawn tennis competition occurred to Mr. Dwight F. Davis in the year 1900, nobody, himself included, had any idea of the world-wide interest which was to attend the contests for it.: [147, 334, 276, 366]
